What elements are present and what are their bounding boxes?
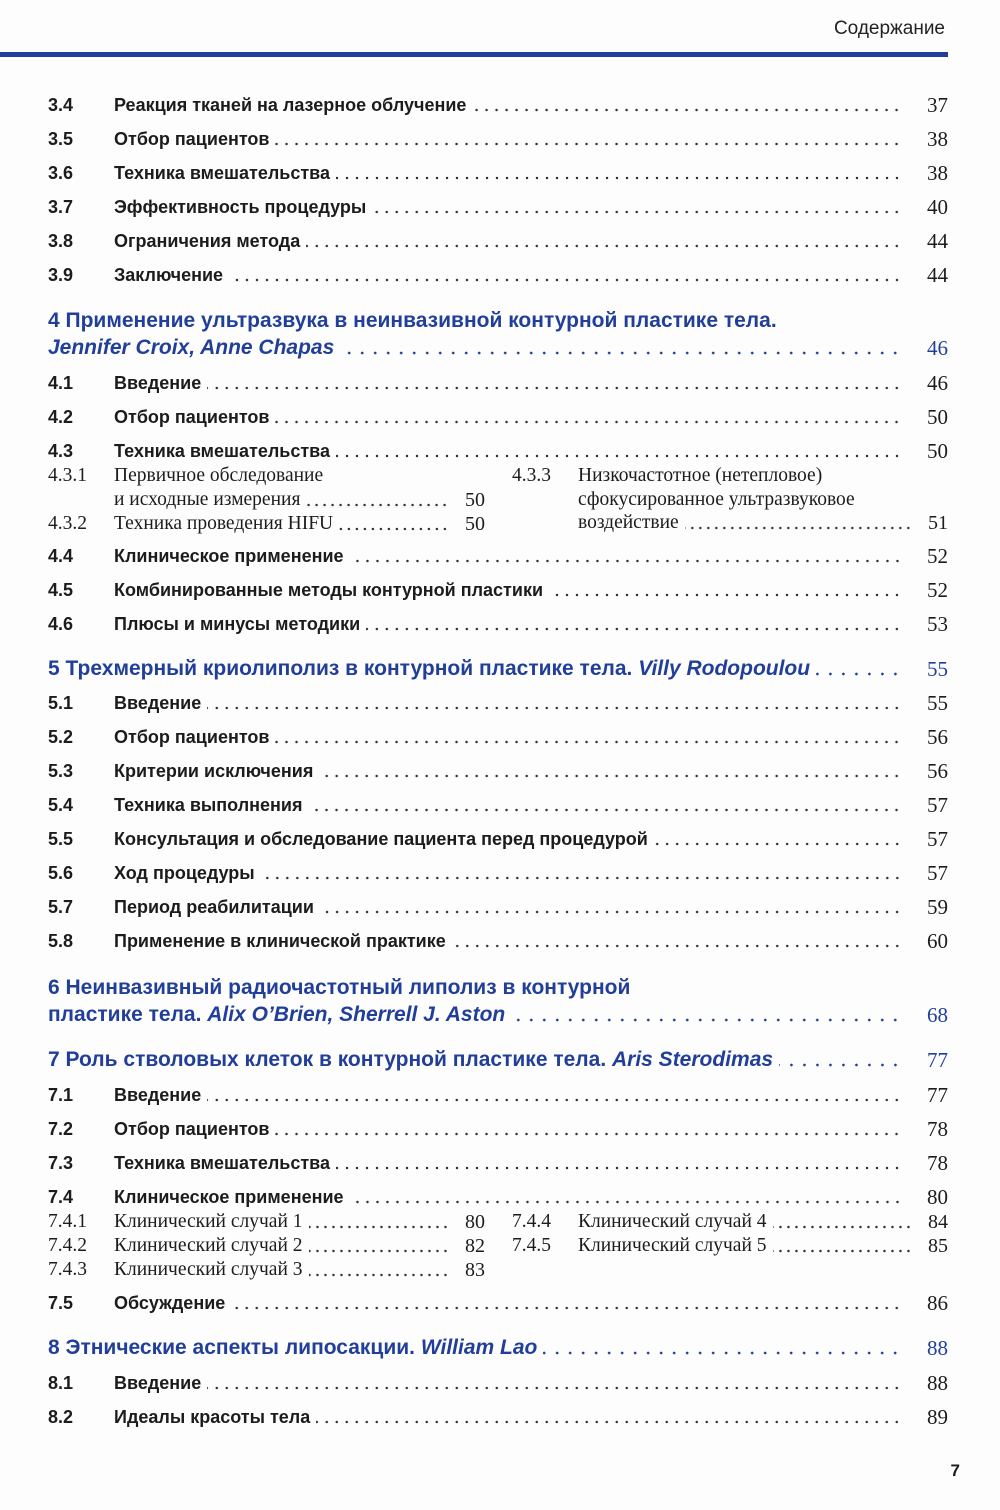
entry-number: 7.1: [48, 1085, 74, 1105]
dot-leader: [319, 773, 902, 779]
dot-leader: [816, 671, 902, 677]
dot-leader: [511, 1017, 902, 1023]
entry-page: 59: [927, 895, 948, 919]
chapter-heading[interactable]: [48, 1335, 948, 1361]
dot-leader: [207, 705, 902, 711]
entry-number: 5.8: [48, 931, 74, 951]
entry-page: 55: [927, 657, 948, 681]
toc-subentry[interactable]: [48, 1210, 485, 1234]
dot-leader: [207, 385, 902, 391]
dot-leader: [340, 350, 902, 356]
toc-entry[interactable]: [48, 1116, 948, 1142]
entry-number: 5.6: [48, 863, 74, 883]
chapter-author: William Lao: [420, 1336, 538, 1359]
toc-entry[interactable]: [48, 928, 948, 954]
entry-page: 78: [927, 1151, 948, 1175]
entry-page: 57: [927, 827, 948, 851]
toc-subentry-cont[interactable]: [578, 488, 948, 512]
entry-title: Период реабилитации: [114, 897, 314, 917]
entry-number: 4.6: [48, 614, 74, 634]
dot-leader: [207, 1097, 902, 1103]
dot-leader: [654, 841, 902, 847]
toc-entry[interactable]: [48, 758, 948, 784]
entry-number: 8.2: [48, 1407, 74, 1427]
toc-entry[interactable]: [48, 724, 948, 750]
entry-title: Идеалы красоты тела: [114, 1407, 311, 1427]
entry-title: Первичное обследование: [114, 465, 324, 486]
entry-title: Отбор пациентов: [114, 129, 270, 149]
entry-title: Введение: [114, 1373, 202, 1393]
toc-subentry[interactable]: [512, 1210, 948, 1234]
chapter-heading-cont[interactable]: [48, 1002, 948, 1028]
dot-leader: [308, 807, 902, 813]
entry-number: 7.4.5: [512, 1235, 551, 1256]
page-number: 7: [950, 1461, 960, 1480]
toc-entry[interactable]: [48, 826, 948, 852]
dot-leader: [336, 453, 902, 459]
toc-entry[interactable]: [48, 262, 948, 288]
dot-leader: [549, 592, 902, 598]
entry-number: 4.3.2: [48, 513, 87, 534]
dot-leader: [275, 1131, 902, 1137]
entry-page: 80: [927, 1185, 948, 1209]
dot-leader: [306, 502, 449, 508]
dot-leader: [685, 525, 912, 531]
entry-page: 37: [927, 93, 948, 117]
toc-entry[interactable]: [48, 438, 948, 464]
toc-entry[interactable]: [48, 577, 948, 603]
entry-title: сфокусированное ультразвуковое: [578, 489, 855, 510]
entry-page: 44: [927, 229, 948, 253]
toc-entry[interactable]: [48, 792, 948, 818]
entry-title: Клиническое применение: [114, 1187, 344, 1207]
entry-page: 40: [927, 195, 948, 219]
entry-number: 5.3: [48, 761, 74, 781]
toc-subentry[interactable]: [512, 464, 948, 488]
entry-title: Введение: [114, 373, 202, 393]
entry-page: 80: [465, 1211, 485, 1233]
dot-leader: [309, 1248, 449, 1254]
dot-leader: [773, 1224, 912, 1230]
entry-number: 5.1: [48, 693, 74, 713]
toc-entry[interactable]: [48, 92, 948, 118]
toc-entry[interactable]: [48, 1082, 948, 1108]
entry-number: 5.2: [48, 727, 74, 747]
entry-title: Ход процедуры: [114, 863, 255, 883]
chapter-title: 4 Применение ультразвука в неинвазивной контурной пластике тела.: [48, 309, 777, 332]
toc-entry[interactable]: [48, 228, 948, 254]
toc-entry[interactable]: [48, 160, 948, 186]
toc-entry[interactable]: [48, 1150, 948, 1176]
entry-number: 4.4: [48, 546, 74, 566]
entry-page: 85: [928, 1235, 948, 1257]
toc-entry[interactable]: [48, 611, 948, 637]
entry-page: 86: [927, 1291, 948, 1315]
entry-number: 7.4.3: [48, 1259, 87, 1280]
entry-number: 4.5: [48, 580, 74, 600]
toc-entry[interactable]: [48, 126, 948, 152]
dot-leader: [773, 1248, 912, 1254]
toc-entry[interactable]: [48, 1290, 948, 1316]
dot-leader: [336, 175, 902, 181]
entry-number: 4.2: [48, 407, 74, 427]
dot-leader: [309, 1272, 449, 1278]
entry-number: 7.4.1: [48, 1211, 87, 1232]
entry-page: 56: [927, 725, 948, 749]
entry-title: Отбор пациентов: [114, 407, 270, 427]
entry-page: 50: [465, 513, 485, 535]
entry-title: Применение в клинической практике: [114, 931, 446, 951]
toc-entry[interactable]: [48, 404, 948, 430]
dot-leader: [543, 1350, 902, 1356]
chapter-heading[interactable]: [48, 975, 948, 1001]
entry-page: 60: [927, 929, 948, 953]
entry-title: Клинический случай 1: [114, 1211, 303, 1232]
entry-page: 55: [927, 691, 948, 715]
entry-title: Низкочастотное (нетепловое): [578, 465, 823, 486]
entry-page: 46: [927, 336, 948, 360]
entry-number: 7.2: [48, 1119, 74, 1139]
dot-leader: [316, 1419, 902, 1425]
entry-page: 57: [927, 793, 948, 817]
entry-title: Клинический случай 3: [114, 1259, 303, 1280]
entry-title: Заключение: [114, 265, 224, 285]
entry-title: Комбинированные методы контурной пластики: [114, 580, 544, 600]
entry-title: Клинический случай 5: [578, 1235, 767, 1256]
dot-leader: [309, 1224, 449, 1230]
dot-leader: [472, 107, 902, 113]
toc-entry[interactable]: [48, 690, 948, 716]
toc-entry[interactable]: [48, 860, 948, 886]
chapter-heading[interactable]: [48, 308, 948, 334]
entry-title: Введение: [114, 1085, 202, 1105]
entry-title: Введение: [114, 693, 202, 713]
entry-title: Консультация и обследование пациента перед процедурой: [114, 829, 648, 849]
dot-leader: [207, 1385, 902, 1391]
entry-page: 51: [928, 512, 948, 534]
running-header: Содержание: [833, 18, 945, 39]
chapter-heading[interactable]: [48, 656, 948, 682]
chapter-title: 5 Трехмерный криолиполиз в контурной пластике тела.: [48, 657, 633, 680]
entry-page: 78: [927, 1117, 948, 1141]
entry-number: 3.5: [48, 129, 74, 149]
dot-leader: [372, 209, 902, 215]
entry-page: 88: [927, 1336, 948, 1360]
chapter-author: Aris Sterodimas: [612, 1048, 774, 1071]
chapter-heading[interactable]: [48, 1047, 948, 1073]
entry-title: Отбор пациентов: [114, 727, 270, 747]
dot-leader: [350, 1199, 902, 1205]
toc-entry[interactable]: [48, 1370, 948, 1396]
dot-leader: [306, 243, 902, 249]
entry-page: 77: [927, 1083, 948, 1107]
entry-page: 52: [927, 544, 948, 568]
entry-title: Техника вмешательства: [114, 163, 330, 183]
entry-number: 7.4.2: [48, 1235, 87, 1256]
toc-subentry-cont[interactable]: [578, 511, 948, 535]
dot-leader: [231, 1305, 902, 1311]
dot-leader: [275, 419, 902, 425]
entry-title: Обсуждение: [114, 1293, 226, 1313]
entry-title: Клинический случай 2: [114, 1235, 303, 1256]
chapter-title: 7 Роль стволовых клеток в контурной пластике тела.: [48, 1048, 607, 1071]
toc-entry[interactable]: [48, 894, 948, 920]
chapter-author: Villy Rodopoulou: [638, 657, 811, 680]
entry-page: 50: [465, 489, 485, 511]
entry-number: 4.3.1: [48, 465, 87, 486]
entry-number: 7.4.4: [512, 1211, 551, 1232]
entry-page: 57: [927, 861, 948, 885]
entry-page: 52: [927, 578, 948, 602]
dot-leader: [779, 1062, 902, 1068]
entry-number: 5.5: [48, 829, 74, 849]
dot-leader: [350, 558, 902, 564]
entry-page: 89: [927, 1405, 948, 1429]
entry-number: 5.4: [48, 795, 74, 815]
entry-page: 68: [927, 1003, 948, 1027]
entry-number: 7.5: [48, 1293, 74, 1313]
entry-number: 7.3: [48, 1153, 74, 1173]
entry-title: Техника вмешательства: [114, 1153, 330, 1173]
entry-number: 3.6: [48, 163, 74, 183]
entry-number: 3.4: [48, 95, 74, 115]
dot-leader: [229, 277, 902, 283]
chapter-author-line[interactable]: [48, 335, 948, 361]
dot-leader: [452, 943, 902, 949]
dot-leader: [275, 739, 902, 745]
entry-number: 4.3.3: [512, 465, 551, 486]
entry-page: 77: [927, 1048, 948, 1072]
toc-entry[interactable]: [48, 370, 948, 396]
toc-entry[interactable]: [48, 1184, 948, 1210]
entry-number: 7.4: [48, 1187, 74, 1207]
entry-number: 3.7: [48, 197, 74, 217]
chapter-title: 8 Этнические аспекты липосакции.: [48, 1336, 415, 1359]
entry-number: 3.8: [48, 231, 74, 251]
chapter-author: Alix O’Brien, Sherrell J. Aston: [207, 1003, 506, 1026]
entry-page: 83: [465, 1259, 485, 1281]
entry-title: Плюсы и минусы методики: [114, 614, 361, 634]
entry-number: 8.1: [48, 1373, 74, 1393]
chapter-title: пластике тела.: [48, 1003, 202, 1026]
dot-leader: [320, 909, 902, 915]
entry-title: Ограничения метода: [114, 231, 301, 251]
entry-page: 82: [465, 1235, 485, 1257]
entry-page: 50: [927, 405, 948, 429]
toc-subentry[interactable]: [512, 1234, 948, 1258]
entry-title: Техника выполнения: [114, 795, 303, 815]
toc-subentry-cont[interactable]: [114, 488, 485, 512]
entry-number: 5.7: [48, 897, 74, 917]
toc-entry[interactable]: [48, 194, 948, 220]
dot-leader: [275, 141, 902, 147]
entry-number: 3.9: [48, 265, 74, 285]
entry-number: 4.1: [48, 373, 74, 393]
toc-subentry[interactable]: [48, 1258, 485, 1282]
toc-entry[interactable]: [48, 543, 948, 569]
entry-title: Эффективность процедуры: [114, 197, 367, 217]
entry-title: Техника вмешательства: [114, 441, 330, 461]
entry-page: 46: [927, 371, 948, 395]
entry-title: Техника проведения HIFU: [114, 513, 334, 534]
entry-page: 38: [927, 161, 948, 185]
entry-title: Критерии исключения: [114, 761, 314, 781]
entry-title: воздействие: [578, 512, 679, 533]
dot-leader: [339, 526, 449, 532]
dot-leader: [336, 1165, 902, 1171]
entry-page: 56: [927, 759, 948, 783]
header-rule: [0, 52, 948, 57]
toc-subentry[interactable]: [48, 512, 485, 536]
entry-page: 53: [927, 612, 948, 636]
entry-page: 38: [927, 127, 948, 151]
toc-entry[interactable]: [48, 1404, 948, 1430]
chapter-title: 6 Неинвазивный радиочастотный липолиз в контурной: [48, 976, 631, 999]
entry-title: Отбор пациентов: [114, 1119, 270, 1139]
dot-leader: [261, 875, 902, 881]
entry-page: 84: [928, 1211, 948, 1233]
entry-page: 88: [927, 1371, 948, 1395]
entry-page: 44: [927, 263, 948, 287]
entry-title: Клиническое применение: [114, 546, 344, 566]
entry-title: Клинический случай 4: [578, 1211, 767, 1232]
chapter-author: Jennifer Croix, Anne Chapas: [48, 336, 335, 359]
entry-page: 50: [927, 439, 948, 463]
entry-title: Реакция тканей на лазерное облучение: [114, 95, 467, 115]
entry-number: 4.3: [48, 441, 74, 461]
toc-subentry[interactable]: [48, 464, 485, 488]
entry-title: и исходные измерения: [114, 489, 301, 510]
dot-leader: [366, 626, 902, 632]
toc-subentry[interactable]: [48, 1234, 485, 1258]
